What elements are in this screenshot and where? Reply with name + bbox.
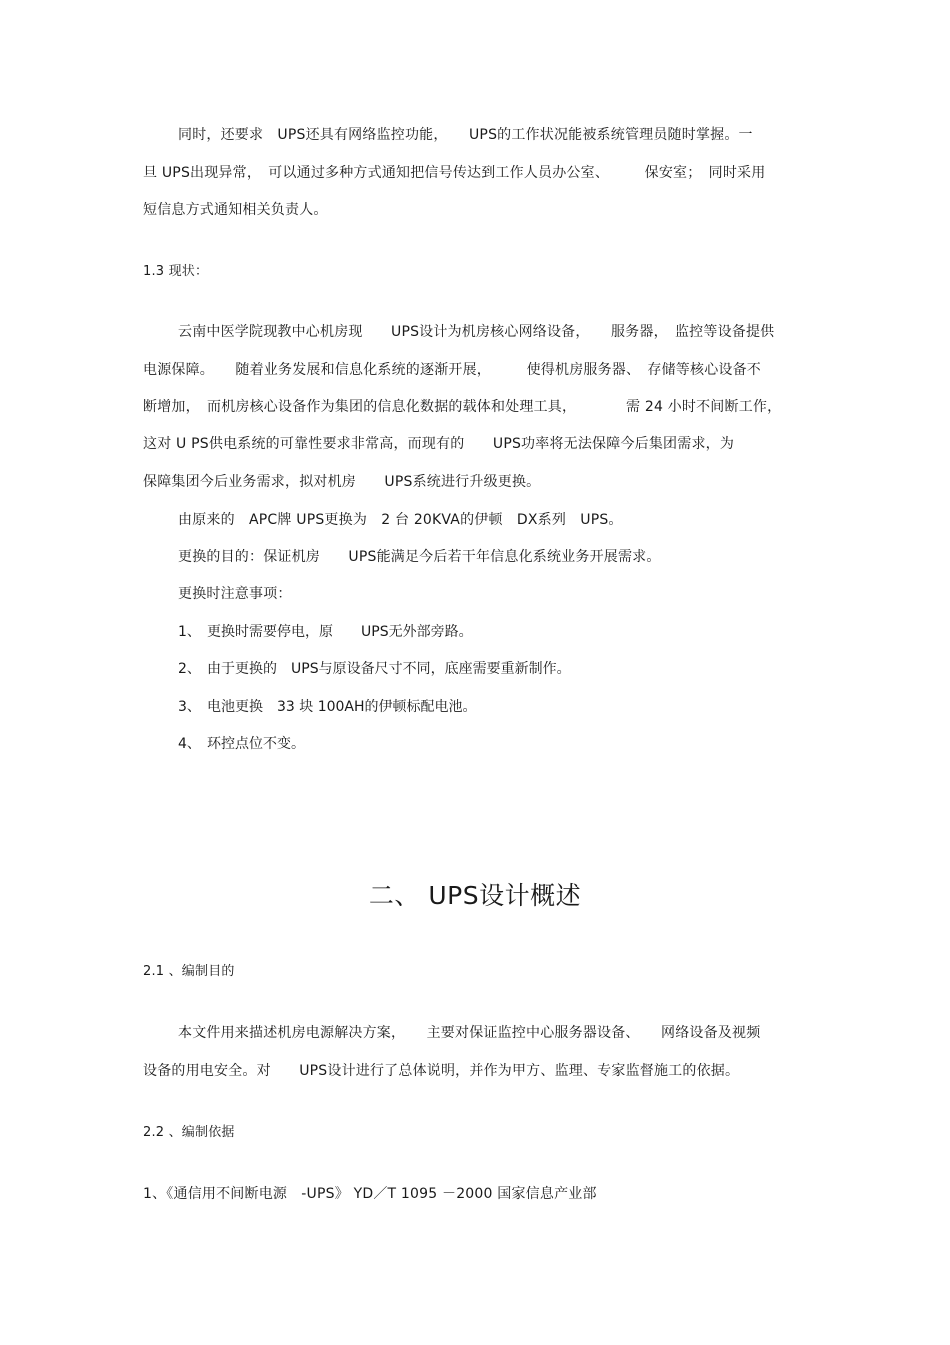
chapter-title: 二、 UPS设计概述	[368, 881, 582, 910]
list-item-text: 更换时需要停电，原 UPS无外部旁路。	[207, 624, 473, 640]
replacement-notes-title: 更换时注意事项：	[178, 586, 292, 602]
status-paragraph-line-5: 保障集团今后业务需求，拟对机房 UPS系统进行升级更换。	[143, 474, 541, 490]
section-1-3-heading: 1.3 现状：	[143, 264, 209, 279]
section-2-1-line-2: 设备的用电安全。对 UPS设计进行了总体说明，并作为甲方、监理、专家监督施工的依据。	[143, 1063, 740, 1079]
section-2-1-heading: 2.1 、编制目的	[143, 964, 235, 979]
list-item-number: 2、	[178, 661, 201, 677]
section-2-1-line-1: 本文件用来描述机房电源解决方案， 主要对保证监控中心服务器设备、 网络设备及视频	[178, 1025, 761, 1041]
section-2-2-heading: 2.2 、编制依据	[143, 1125, 235, 1140]
list-item-text: 环控点位不变。	[207, 736, 305, 752]
status-paragraph-line-1: 云南中医学院现教中心机房现 UPS设计为机房核心网络设备， 服务器， 监控等设备提供	[178, 324, 775, 340]
status-paragraph-line-3: 断增加， 而机房核心设备作为集团的信息化数据的载体和处理工具， 需 24 小时不间断工作，	[143, 399, 782, 415]
list-item-number: 4、	[178, 736, 201, 752]
status-paragraph-line-2: 电源保障。 随着业务发展和信息化系统的逐渐开展， 使得机房服务器、 存储等核心设备不	[143, 362, 761, 378]
replacement-purpose: 更换的目的：保证机房 UPS能满足今后若干年信息化系统业务开展需求。	[178, 549, 661, 565]
reference-item-1: 1、《通信用不间断电源 -UPS》 YD／T 1095 －2000 国家信息产业部	[143, 1186, 597, 1202]
monitoring-paragraph-line-2: 旦 UPS出现异常， 可以通过多种方式通知把信号传达到工作人员办公室、 保安室； 同时采用	[143, 165, 766, 181]
status-paragraph-line-4: 这对 U PS供电系统的可靠性要求非常高，而现有的 UPS功率将无法保障今后集团需求，为	[143, 436, 735, 452]
list-item-number: 3、	[178, 699, 201, 715]
replacement-from-to: 由原来的 APC牌 UPS更换为 2 台 20KVA的伊顿 DX系列 UPS。	[178, 512, 623, 528]
monitoring-paragraph-line-3: 短信息方式通知相关负责人。	[143, 202, 328, 218]
list-item-number: 1、	[178, 624, 201, 640]
list-item-text: 电池更换 33 块 100AH的伊顿标配电池。	[207, 699, 477, 715]
monitoring-paragraph-line-1: 同时，还要求 UPS还具有网络监控功能， UPS的工作状况能被系统管理员随时掌握。一	[178, 127, 753, 143]
list-item-text: 由于更换的 UPS与原设备尺寸不同，底座需要重新制作。	[207, 661, 571, 677]
